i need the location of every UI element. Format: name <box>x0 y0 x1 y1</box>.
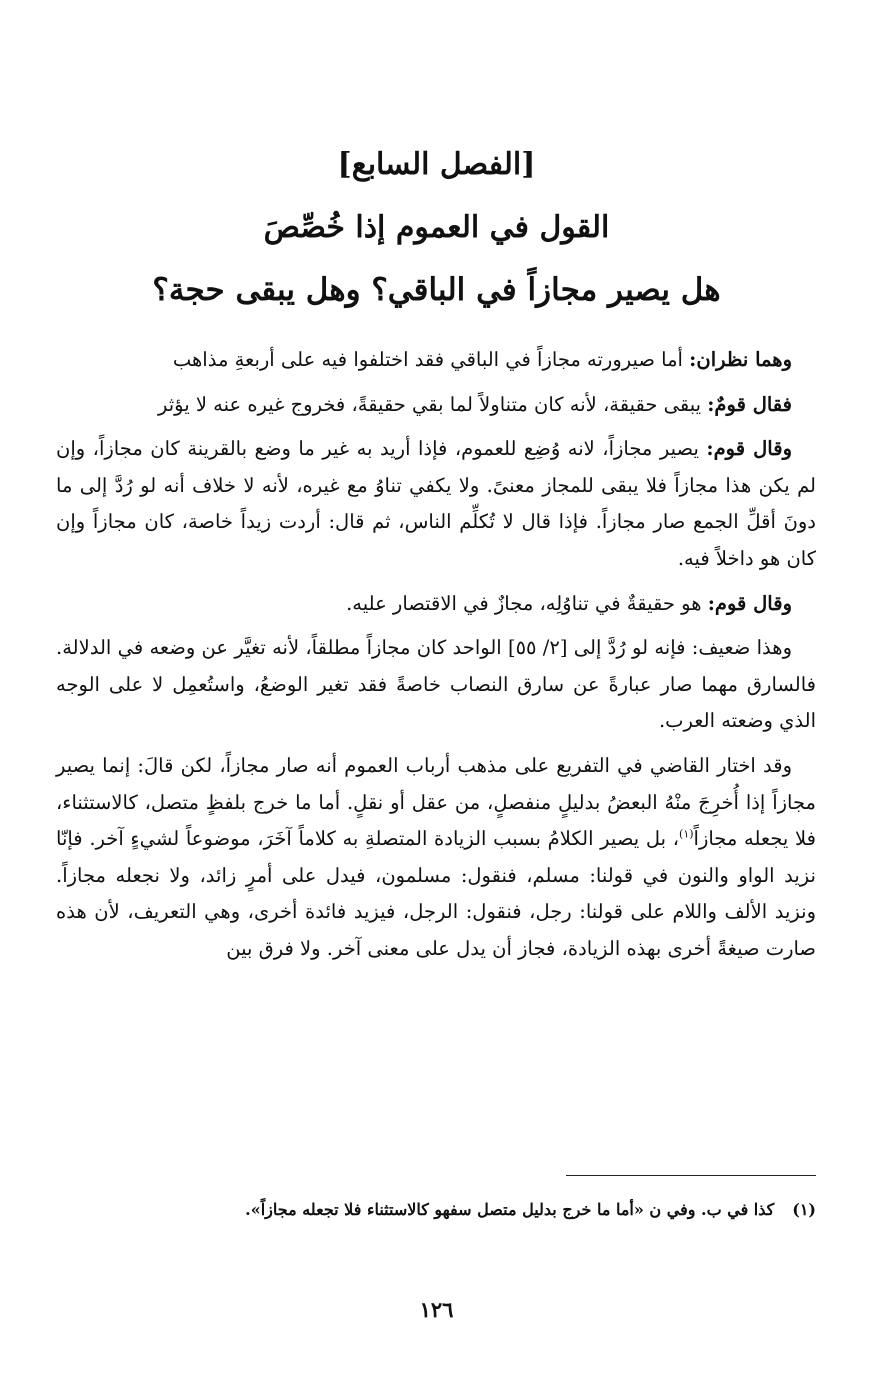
paragraph-lead: وقال قوم: <box>707 591 792 615</box>
paragraph-lead: وقال قوم: <box>706 437 792 461</box>
section-question: هل يصير مجازاً في الباقي؟ وهل يبقى حجة؟ <box>152 272 721 308</box>
paragraph-lead: فقال قومٌ: <box>707 392 792 416</box>
section-title: القول في العموم إذا خُصِّصَ <box>263 210 610 245</box>
paragraph-text: هو حقيقةٌ في تناوُلِه، مجازٌ في الاقتصار عليه. <box>346 591 708 615</box>
paragraph-text: يصير مجازاً، لانه وُضِع للعموم، فإذا أريد به غير ما وضع بالقرينة كان مجازاً، وإن لم يكن هذا مجازاً فلا يبقى للمجاز معنىً. ولا يكفي تناوُ مع غيره، لأنه لا خلاف أنه لو رُدَّ إلى ما دونَ أقلِّ الجمع صار مجازاً. فإذا قال لا تُكلِّم الناس، ثم قال: أردت زيداً خاصة، كان مجازاً وإن كان هو داخلاً فيه. <box>56 437 816 570</box>
paragraph <box>56 748 816 968</box>
footnote <box>56 1198 816 1222</box>
paragraph-text: يبقى حقيقة، لأنه كان متناولاً لما بقي حقيقةً، فخروج غيره عنه لا يؤثر <box>157 392 708 416</box>
paragraph-text: وهذا ضعيف: فإنه لو رُدَّ إلى [٢/ ٥٥] الواحد كان مجازاً مطلقاً، لأنه تغيَّر عن وضعه في الدلالة. فالسارق مهما صار عبارةً عن سارق النصاب خاصةً فقد تغير الوضعُ، واستُعمِل لا على الوجه الذي وضعته العرب. <box>56 636 816 733</box>
paragraph <box>56 342 816 379</box>
paragraph-text: أما صيرورته مجازاً في الباقي فقد اختلفوا فيه على أربعةِ مذاهب <box>172 348 690 371</box>
paragraph <box>56 630 816 740</box>
footnote-number: (١) <box>792 1200 816 1219</box>
footnote-text: كذا في ب. وفي ن «أما ما خرج بدليل متصل سفهو كالاستثناء فلا تجعله مجازاً». <box>245 1200 775 1219</box>
page-number: ١٢٦ <box>419 1297 454 1322</box>
paragraph <box>56 431 816 577</box>
chapter-heading: [الفصل السابع] <box>337 147 536 182</box>
paragraph-text-continued: ، بل يصير الكلامُ بسبب الزيادة المتصلةِ به كلاماً آخَرَ، موضوعاً لشيءٍ آخر. فإنّا نزيد الواو والنون في قولنا: مسلم، فنقول: مسلمون، فيدل على أمرٍ زائد، ولا نجعله مجازاً. ونزيد الألف واللام على قولنا: رجل، فنقول: الرجل، فيزيد فائدة أخرى، وهي التعريف، لأن هذه صارت صيغةً أخرى بهذه الزيادة، فجاز أن يدل على معنى آخر. ولا فرق بين <box>56 827 816 960</box>
footnote-separator <box>566 1175 816 1176</box>
paragraph-lead: وهما نظران: <box>689 348 792 371</box>
paragraph <box>56 387 816 424</box>
paragraph-text: وقد اختار القاضي في التفريع على مذهب أرباب العموم أنه صار مجازاً، لكن قالَ: إنما يصير مجازاً إذا أُخرِجَ منْهُ البعضُ بدليلٍ منفصلٍ، من عقل أو نقلٍ. أما ما خرج بلفظٍ متصل، كالاستثناء، فلا يجعله مجازاً <box>56 753 816 851</box>
body-text <box>56 342 816 968</box>
paragraph <box>56 586 816 623</box>
footnote-reference[interactable]: (١) <box>679 827 694 841</box>
